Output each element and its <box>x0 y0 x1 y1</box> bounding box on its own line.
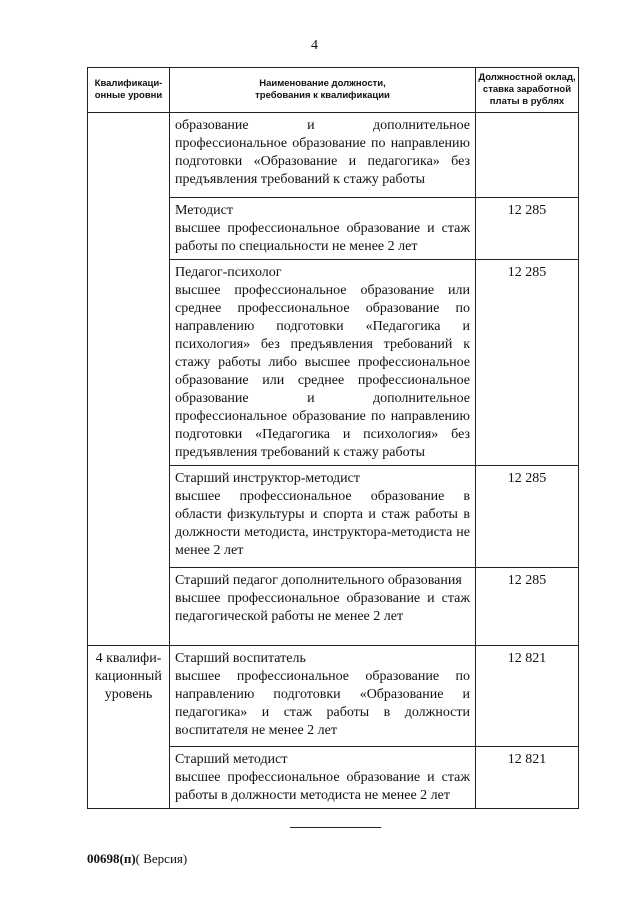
position-requirements: высшее профессиональное образование и стаж педагогической работы не менее 2 лет <box>175 591 470 624</box>
table-row <box>88 646 579 747</box>
position-cell <box>170 113 476 198</box>
position-requirements: образование и дополнительное профессиональное образование по направлению подготовки «Образование и педагогика» без предъявления требований к стажу работы <box>175 118 470 187</box>
position-title: Методист <box>175 203 233 218</box>
level-cell <box>88 113 170 646</box>
position-requirements: высшее профессиональное образование и стаж работы в должности методиста не менее 2 лет <box>175 770 470 803</box>
position-cell <box>170 646 476 747</box>
salary-cell: 12 285 <box>476 568 579 646</box>
header-position-requirements-text: Наименование должности, требования к квалификации <box>255 78 390 101</box>
document-version: ( Версия) <box>135 851 188 866</box>
qualification-table <box>87 67 579 809</box>
position-title: Старший педагог дополнительного образования <box>175 573 462 588</box>
salary-cell <box>476 113 579 198</box>
salary-cell: 12 821 <box>476 747 579 809</box>
page-number: 4 <box>311 38 318 53</box>
table-header-row <box>88 68 579 113</box>
position-requirements: высшее профессиональное образование и стаж работы по специальности не менее 2 лет <box>175 221 470 254</box>
footer-divider <box>290 827 381 828</box>
position-requirements: высшее профессиональное образование в области физкультуры и спорта и стаж работы в должности методиста, инструктора-методиста не менее 2 лет <box>175 489 470 558</box>
table-row <box>88 113 579 198</box>
position-cell <box>170 260 476 466</box>
header-salary-text: Должностной оклад, ставка заработной платы в рублях <box>478 72 576 107</box>
position-requirements: высшее профессиональное образование по направлению подготовки «Образование и педагогика» и стаж работы в должности воспитателя не менее 2 лет <box>175 669 470 738</box>
header-salary <box>476 68 579 113</box>
salary-cell: 12 285 <box>476 260 579 466</box>
position-cell <box>170 747 476 809</box>
position-title: Старший воспитатель <box>175 651 306 666</box>
header-qualification-levels <box>88 68 170 113</box>
position-title: Старший инструктор-методист <box>175 471 360 486</box>
level-text: 4 квалифи- кационный уровень <box>95 651 162 702</box>
document-code-number: 00698(п) <box>87 851 136 866</box>
level-cell <box>88 646 170 809</box>
salary-cell: 12 821 <box>476 646 579 747</box>
document-code <box>87 851 187 867</box>
position-cell <box>170 198 476 260</box>
position-cell <box>170 568 476 646</box>
position-requirements: высшее профессиональное образование или среднее профессиональное образование по направлению подготовки «Педагогика и психология» без предъявления требований к стажу работы либо высшее профессиональное образование или среднее профессиональное образование и дополнительное профессиональное образование по направлению подготовки «Педагогика и психология» без предъявления требований к стажу работы <box>175 283 470 460</box>
header-position-requirements <box>170 68 476 113</box>
salary-cell: 12 285 <box>476 198 579 260</box>
position-title: Старший методист <box>175 752 288 767</box>
salary-cell: 12 285 <box>476 466 579 568</box>
position-title: Педагог-психолог <box>175 265 282 280</box>
position-cell <box>170 466 476 568</box>
header-qualification-levels-text: Квалификаци- онные уровни <box>94 78 163 101</box>
